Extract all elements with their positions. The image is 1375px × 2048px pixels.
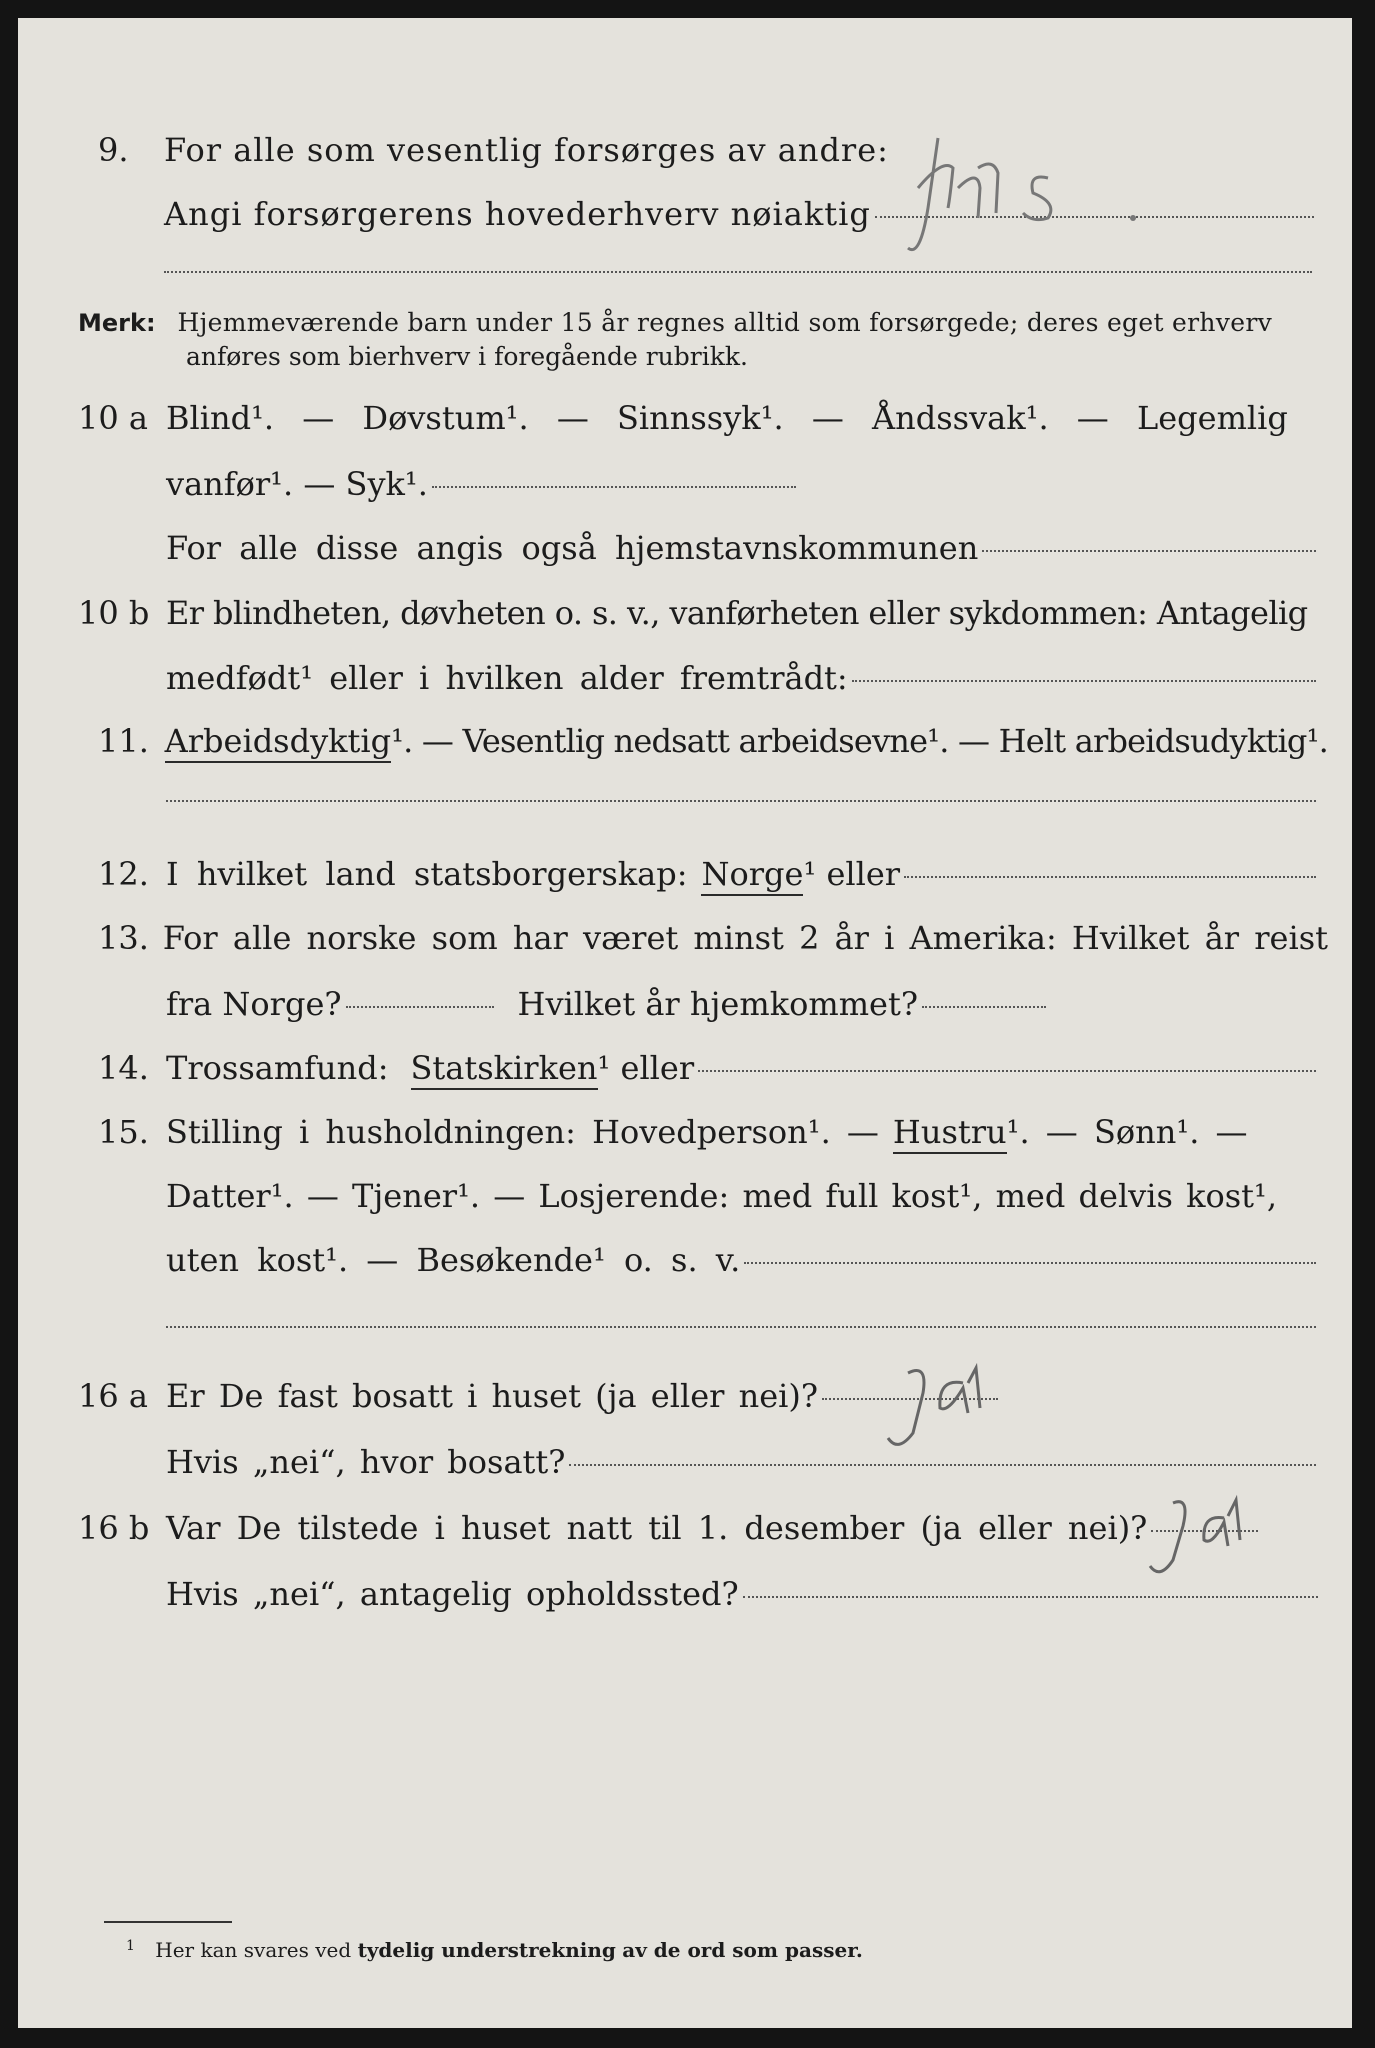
- q9-answer-field[interactable]: [875, 215, 1314, 218]
- q10a-municipality-field[interactable]: [982, 549, 1316, 552]
- footnote-bold: tydelig understrekning: [357, 1938, 616, 1962]
- q15-line1: [98, 1112, 1328, 1152]
- q15-number: 15.: [98, 1113, 149, 1151]
- q9-line1: [98, 130, 998, 170]
- q10a-line2: [166, 464, 796, 504]
- q15-text1b: ¹. — Sønn¹. —: [1006, 1113, 1248, 1151]
- q16b-line2: [166, 1574, 1318, 1614]
- q16b-line1: [78, 1508, 1258, 1548]
- q12-other-country-field[interactable]: [904, 875, 1316, 878]
- q16a-residence-field[interactable]: [569, 1463, 1316, 1466]
- q10a-text2: vanfør¹. — Syk¹.: [166, 465, 428, 503]
- merk-text2: anføres som bierhverv i foregående rubrikk.: [186, 342, 748, 371]
- merk-label: Merk:: [78, 309, 156, 337]
- q11-underlined-option[interactable]: Arbeidsdyktig: [165, 721, 392, 763]
- q12-underlined-option[interactable]: Norge: [701, 854, 803, 896]
- footnote-mark: 1: [126, 1938, 135, 1954]
- q16b-text1: Var De tilstede i huset natt til 1. desember (ja eller nei)?: [166, 1509, 1148, 1547]
- q13-text2a: fra Norge?: [166, 985, 342, 1023]
- footnote: [126, 1938, 863, 1962]
- q16b-answer-field[interactable]: [1151, 1529, 1258, 1532]
- q15-underlined-option[interactable]: Hustru: [893, 1112, 1007, 1154]
- q9-line2: [164, 194, 1314, 234]
- q13-departure-field[interactable]: [346, 1005, 494, 1008]
- q16a-text1: Er De fast bosatt i huset (ja eller nei)?: [166, 1377, 819, 1415]
- q13-line2: [166, 984, 1046, 1024]
- q16a-answer-field[interactable]: [822, 1397, 998, 1400]
- q16a-number: 16 a: [78, 1377, 148, 1415]
- footnote-rule: [104, 1921, 232, 1923]
- q15-blank-line: [166, 1326, 1316, 1328]
- q10b-number: 10 b: [78, 594, 150, 632]
- q13-number: 13.: [98, 919, 149, 957]
- q9-text1: For alle som vesentlig forsørges av andre:: [164, 131, 889, 169]
- q13-text1: For alle norske som har været minst 2 år i Amerika: Hvilket år reist: [162, 919, 1328, 957]
- q10a-text1: Blind¹. — Døvstum¹. — Sinnssyk¹. — Åndssvak¹. — Legemlig: [166, 399, 1288, 437]
- q15-line2: [166, 1176, 1326, 1216]
- q10a-line3: [166, 528, 1316, 568]
- q12-after: ¹ eller: [803, 855, 901, 893]
- q12-number: 12.: [98, 855, 149, 893]
- q13-line1: [98, 918, 1328, 958]
- q10b-line2: [166, 658, 1316, 698]
- q16b-text2: Hvis „nei“, antagelig opholdssted?: [166, 1575, 739, 1613]
- q14-other-faith-field[interactable]: [698, 1069, 1316, 1072]
- q14-underlined-option[interactable]: Statskirken: [411, 1048, 598, 1090]
- q12-before: I hvilket land statsborgerskap:: [166, 855, 688, 893]
- q9-blank-line: [164, 271, 1312, 273]
- q16b-whereabouts-field[interactable]: [743, 1595, 1318, 1598]
- q13-return-field[interactable]: [922, 1005, 1046, 1008]
- form-page: [18, 18, 1352, 2028]
- merk-text1: Hjemmeværende barn under 15 år regnes alltid som forsørgede; deres eget erhverv: [177, 308, 1272, 337]
- q12-line: [98, 854, 1316, 894]
- q11-blank-line: [166, 800, 1316, 802]
- q10a-number: 10 a: [78, 399, 148, 437]
- q16a-line2: [166, 1442, 1316, 1482]
- q14-line: [98, 1048, 1316, 1088]
- footnote-text2: av de ord som passer.: [622, 1938, 863, 1962]
- q13-text2b: Hvilket år hjemkommet?: [517, 985, 918, 1023]
- q11-number: 11.: [98, 722, 149, 760]
- q16a-text2: Hvis „nei“, hvor bosatt?: [166, 1443, 566, 1481]
- q14-after: ¹ eller: [597, 1049, 695, 1087]
- q10b-age-field[interactable]: [852, 679, 1316, 682]
- q10b-text2: medfødt¹ eller i hvilken alder fremtrådt:: [166, 659, 848, 697]
- q16a-line1: [78, 1376, 998, 1416]
- q15-other-field[interactable]: [744, 1261, 1316, 1264]
- q9-text2: Angi forsørgerens hovederhverv nøiaktig: [164, 195, 871, 233]
- q14-number: 14.: [98, 1049, 149, 1087]
- footnote-text1: Her kan svares ved: [155, 1938, 352, 1962]
- q15-line3: [166, 1240, 1316, 1280]
- q10a-sick-field[interactable]: [432, 485, 796, 488]
- q10b-text1: Er blindheten, døvheten o. s. v., vanførheten eller sykdommen: Antagelig: [166, 594, 1308, 632]
- q11-rest: ¹. — Vesentlig nedsatt arbeidsevne¹. — Helt arbeidsudyktig¹.: [391, 722, 1328, 760]
- q11-line: [98, 721, 1328, 761]
- q14-before: Trossamfund:: [166, 1049, 389, 1087]
- q15-text2: Datter¹. — Tjener¹. — Losjerende: med full kost¹, med delvis kost¹,: [166, 1177, 1278, 1215]
- q16b-number: 16 b: [78, 1509, 150, 1547]
- merk-note-line2: [186, 340, 748, 374]
- q9-number: 9.: [98, 131, 129, 169]
- q15-text1a: Stilling i husholdningen: Hovedperson¹. —: [166, 1113, 879, 1151]
- q10a-text3: For alle disse angis også hjemstavnskommunen: [166, 529, 979, 567]
- merk-note: [78, 306, 1272, 340]
- q15-text3: uten kost¹. — Besøkende¹ o. s. v.: [166, 1241, 741, 1279]
- q10b-line1: [78, 593, 1318, 633]
- q10a-line1: [78, 398, 1318, 438]
